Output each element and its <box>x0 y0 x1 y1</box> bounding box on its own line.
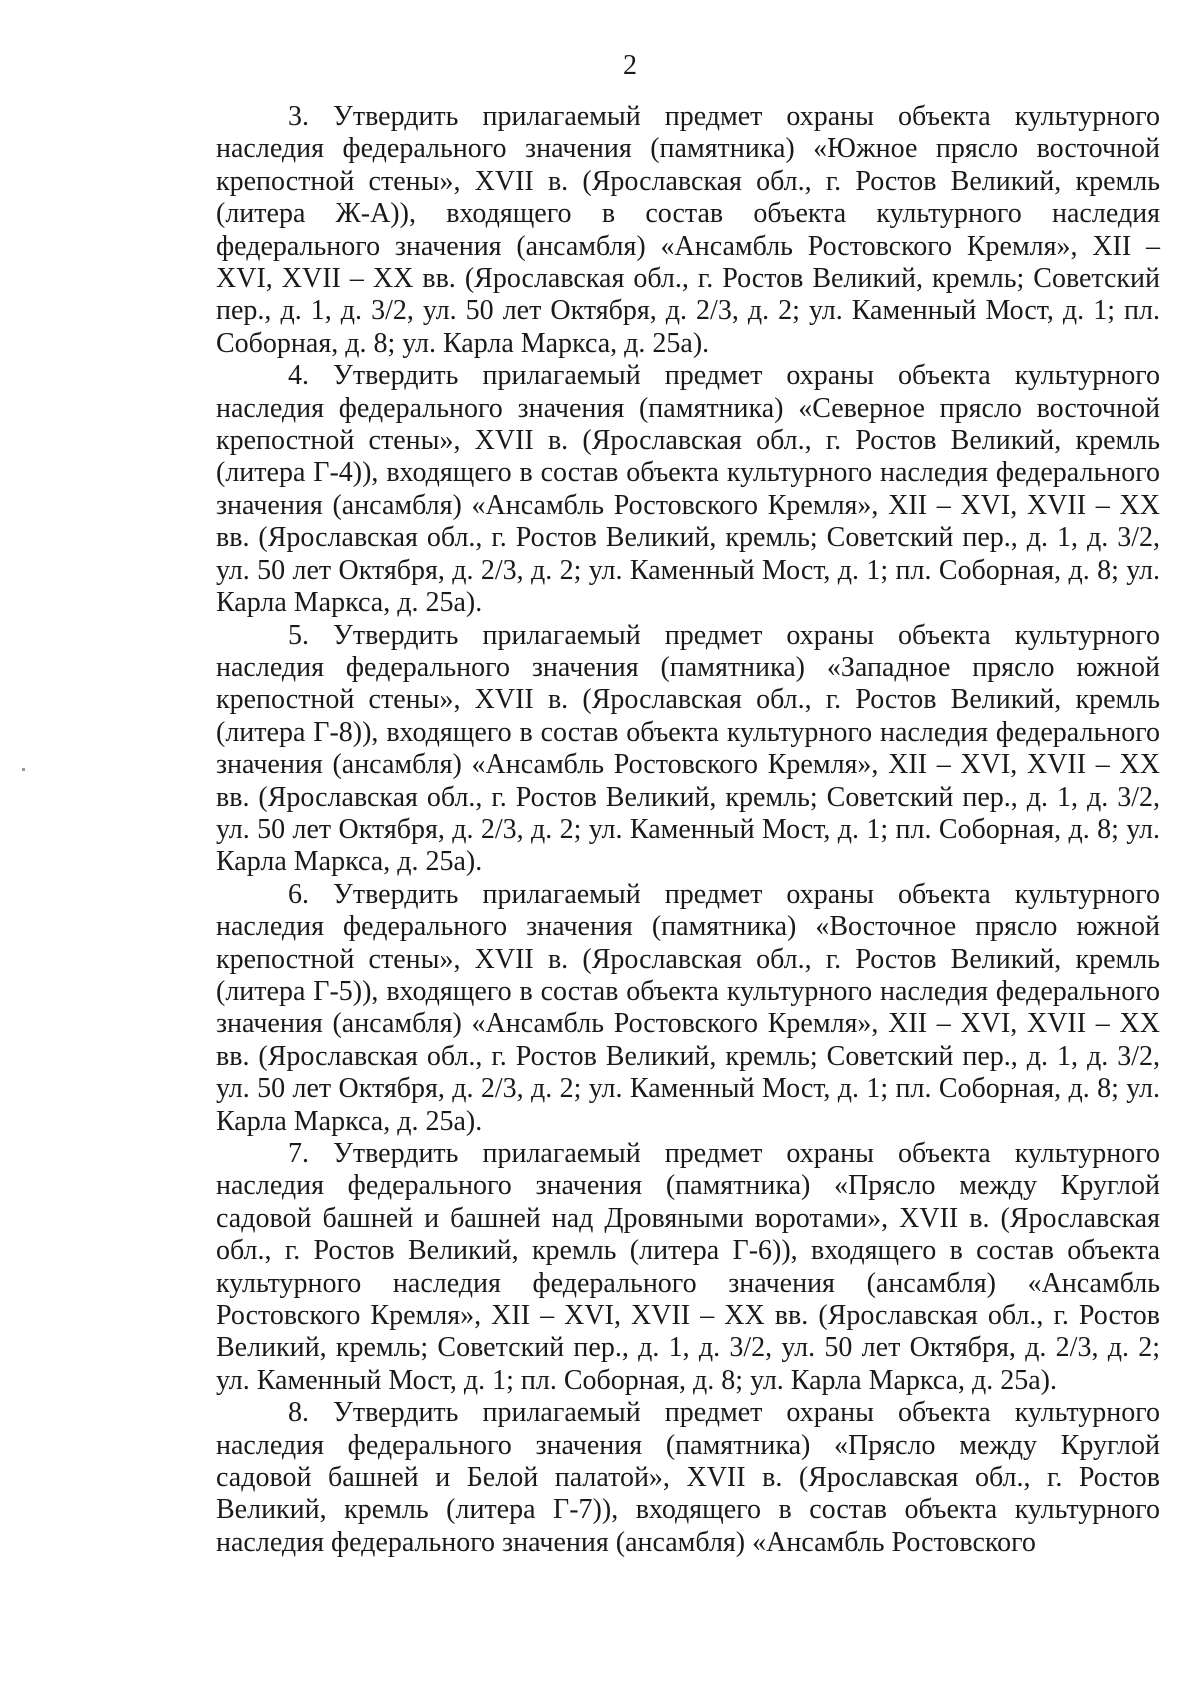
paragraph-item-8: 8. Утвердить прилагаемый предмет охраны объекта культурного наследия федерального значения (памятника) «Прясло между Круглой садовой башней и Белой палатой», XVII в. (Ярославская обл., г. Ростов Великий, кремль (литера Г-7)), входящего в состав объекта культурного наследия федерального значения (ансамбля) «Ансамбль Ростовского <box>216 1397 1160 1558</box>
paragraph-item-5: 5. Утвердить прилагаемый предмет охраны объекта культурного наследия федерального значения (памятника) «Западное прясло южной крепостной стены», XVII в. (Ярославская обл., г. Ростов Великий, кремль (литера Г-8)), входящего в состав объекта культурного наследия федерального значения (ансамбля) «Ансамбль Ростовского Кремля», XII – XVI, XVII – XX вв. (Ярославская обл., г. Ростов Великий, кремль; Советский пер., д. 1, д. 3/2, ул. 50 лет Октября, д. 2/3, д. 2; ул. Каменный Мост, д. 1; пл. Соборная, д. 8; ул. Карла Маркса, д. 25а). <box>216 619 1160 878</box>
paragraph-item-7: 7. Утвердить прилагаемый предмет охраны объекта культурного наследия федерального значения (памятника) «Прясло между Круглой садовой башней и башней над Дровяными воротами», XVII в. (Ярославская обл., г. Ростов Великий, кремль (литера Г-6)), входящего в состав объекта культурного наследия федерального значения (ансамбля) «Ансамбль Ростовского Кремля», XII – XVI, XVII – XX вв. (Ярославская обл., г. Ростов Великий, кремль; Советский пер., д. 1, д. 3/2, ул. 50 лет Октября, д. 2/3, д. 2; ул. Каменный Мост, д. 1; пл. Соборная, д. 8; ул. Карла Маркса, д. 25а). <box>216 1138 1160 1396</box>
paragraph-item-4: 4. Утвердить прилагаемый предмет охраны объекта культурного наследия федерального значения (памятника) «Северное прясло восточной крепостной стены», XVII в. (Ярославская обл., г. Ростов Великий, кремль (литера Г-4)), входящего в состав объекта культурного наследия федерального значения (ансамбля) «Ансамбль Ростовского Кремля», XII – XVI, XVII – XX вв. (Ярославская обл., г. Ростов Великий, кремль; Советский пер., д. 1, д. 3/2, ул. 50 лет Октября, д. 2/3, д. 2; ул. Каменный Мост, д. 1; пл. Соборная, д. 8; ул. Карла Маркса, д. 25а). <box>216 360 1160 619</box>
page-number: 2 <box>623 50 637 81</box>
paragraph-item-6: 6. Утвердить прилагаемый предмет охраны объекта культурного наследия федерального значения (памятника) «Восточное прясло южной крепостной стены», XVII в. (Ярославская обл., г. Ростов Великий, кремль (литера Г-5)), входящего в состав объекта культурного наследия федерального значения (ансамбля) «Ансамбль Ростовского Кремля», XII – XVI, XVII – XX вв. (Ярославская обл., г. Ростов Великий, кремль; Советский пер., д. 1, д. 3/2, ул. 50 лет Октября, д. 2/3, д. 2; ул. Каменный Мост, д. 1; пл. Соборная, д. 8; ул. Карла Маркса, д. 25а). <box>216 878 1160 1137</box>
paragraph-item-3: 3. Утвердить прилагаемый предмет охраны объекта культурного наследия федерального значения (памятника) «Южное прясло восточной крепостной стены», XVII в. (Ярославская обл., г. Ростов Великий, кремль (литера Ж-А)), входящего в состав объекта культурного наследия федерального значения (ансамбля) «Ансамбль Ростовского Кремля», XII – XVI, XVII – XX вв. (Ярославская обл., г. Ростов Великий, кремль; Советский пер., д. 1, д. 3/2, ул. 50 лет Октября, д. 2/3, д. 2; ул. Каменный Мост, д. 1; пл. Соборная, д. 8; ул. Карла Маркса, д. 25а). <box>216 101 1160 359</box>
document-body <box>216 101 1160 1559</box>
scan-artifact <box>22 768 25 771</box>
